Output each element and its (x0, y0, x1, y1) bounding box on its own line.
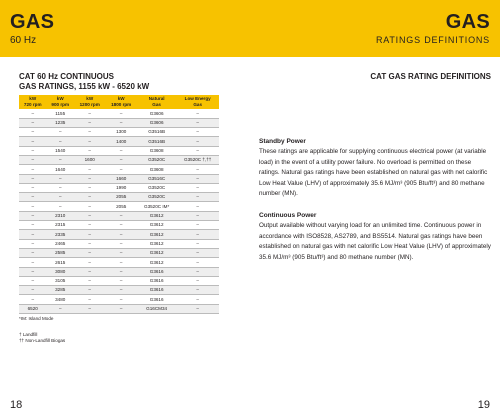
table-cell: – (19, 230, 46, 239)
table-cell: – (105, 109, 136, 118)
table-cell: – (176, 128, 219, 137)
table-cell: 1540 (46, 146, 73, 155)
table-cell: 1300 (105, 128, 136, 137)
table-cell: – (74, 146, 105, 155)
table-cell: – (105, 248, 136, 257)
table-cell: 3480 (46, 295, 73, 304)
table-row (19, 239, 219, 248)
standby-title: Standby Power (259, 138, 306, 145)
table-cell: – (46, 193, 73, 202)
table-row (19, 304, 219, 313)
table-cell: – (19, 286, 46, 295)
table-cell: – (46, 155, 73, 164)
footnote-im: *IM: Island Mode (19, 316, 54, 321)
left-title: GAS (10, 11, 55, 33)
table-cell: 2615 (46, 258, 73, 267)
table-cell: – (19, 118, 46, 127)
table-cell: – (19, 276, 46, 285)
table-row (19, 193, 219, 202)
table-cell: – (176, 239, 219, 248)
table-cell: – (105, 118, 136, 127)
column-header-line: Gas (152, 102, 161, 107)
table-cell: 1660 (105, 174, 136, 183)
table-cell: – (74, 286, 105, 295)
table-cell: G16CM34 (137, 304, 176, 313)
table-cell: G3520C (137, 155, 176, 164)
page-number-left: 18 (10, 399, 23, 411)
table-cell: – (19, 183, 46, 192)
table-cell: – (74, 118, 105, 127)
table-cell: – (105, 239, 136, 248)
table-cell: 1600 (74, 155, 105, 164)
page-number-right: 19 (477, 399, 490, 411)
table-cell: – (46, 174, 73, 183)
table-cell: – (105, 276, 136, 285)
column-header-line: 1200 rpm (79, 102, 100, 107)
table-row (19, 137, 219, 146)
table-cell: 2315 (46, 221, 73, 230)
table-cell: – (74, 239, 105, 248)
table-cell: – (176, 276, 219, 285)
table-cell: – (74, 258, 105, 267)
table-cell: – (176, 230, 219, 239)
table-cell: – (19, 295, 46, 304)
table-cell: – (19, 248, 46, 257)
table-cell: G3616 (137, 295, 176, 304)
table-cell: G3612 (137, 221, 176, 230)
table-cell: – (176, 174, 219, 183)
table-cell: 2055 (105, 193, 136, 202)
left-section-title (19, 72, 149, 92)
table-cell: G3516C (137, 174, 176, 183)
table-cell: – (105, 221, 136, 230)
left-subtitle: 60 Hz (10, 35, 37, 46)
table-cell: – (19, 239, 46, 248)
table-cell: – (176, 193, 219, 202)
table-cell: – (74, 193, 105, 202)
table-cell: – (19, 267, 46, 276)
table-row (19, 118, 219, 127)
table-cell: G3520C (137, 193, 176, 202)
right-subtitle: RATINGS DEFINITIONS (375, 35, 490, 45)
table-cell: G3606 (137, 109, 176, 118)
table-cell: – (19, 165, 46, 174)
table-cell: – (105, 304, 136, 313)
table-cell: – (176, 118, 219, 127)
column-header-line: 1800 rpm (111, 102, 132, 107)
table-row (19, 202, 219, 211)
table-cell: – (176, 165, 219, 174)
table-cell: – (74, 230, 105, 239)
column-header (137, 95, 176, 109)
table-cell: – (74, 165, 105, 174)
table-cell: 2585 (46, 248, 73, 257)
column-header (74, 95, 105, 109)
continuous-text: Output available without varying load for an unlimited time. Continuous power in accordance with ISO8528, AS2789, and BS5514. Natural gas ratings have been established on natural gas with net calorific Low Heat Value (LHV) of approximately 35.6 MJ/m³ (905 Btu/ft³) and 80 methane number (MN). (259, 221, 491, 261)
table-header-row (19, 95, 219, 109)
table-row (19, 128, 219, 137)
table-cell: – (74, 211, 105, 220)
table-cell: G3616 (137, 286, 176, 295)
table-cell: 3285 (46, 286, 73, 295)
table-cell: 3080 (46, 267, 73, 276)
column-header-line: 900 rpm (51, 102, 70, 107)
table-cell: 2055 (105, 202, 136, 211)
table-cell: 2335 (46, 230, 73, 239)
table-cell: G3612 (137, 258, 176, 267)
table-cell: – (176, 211, 219, 220)
table-cell: 1155 (46, 109, 73, 118)
table-cell: – (46, 137, 73, 146)
column-header (105, 95, 136, 109)
definitions (259, 137, 491, 274)
table-cell: 1990 (105, 183, 136, 192)
table-cell: – (105, 230, 136, 239)
column-header-line: kW (56, 96, 64, 101)
table-cell: – (19, 109, 46, 118)
column-header-line: Natural (148, 96, 165, 101)
table-row (19, 276, 219, 285)
table-cell: G3516B (137, 137, 176, 146)
table-cell: – (105, 165, 136, 174)
table-cell: – (74, 276, 105, 285)
table-cell: G3612 (137, 230, 176, 239)
table-cell: – (105, 295, 136, 304)
table-row (19, 155, 219, 164)
table-cell: 2465 (46, 239, 73, 248)
table-cell: G3612 (137, 248, 176, 257)
column-header-line: 720 rpm (23, 102, 42, 107)
table-cell: – (176, 267, 219, 276)
column-header (176, 95, 219, 109)
table-body (19, 109, 219, 314)
table-row (19, 230, 219, 239)
table-row (19, 248, 219, 257)
table-cell: G3616 (137, 267, 176, 276)
column-header (46, 95, 73, 109)
table-cell: – (105, 146, 136, 155)
table-cell: – (19, 211, 46, 220)
table-row (19, 174, 219, 183)
table-cell: G3612 (137, 239, 176, 248)
table-cell: – (74, 221, 105, 230)
table-row (19, 165, 219, 174)
table-cell: G3608 (137, 165, 176, 174)
table-cell: – (105, 267, 136, 276)
footnote-landfill: † Landfill (19, 332, 38, 337)
table-cell: – (19, 202, 46, 211)
table-cell: – (46, 128, 73, 137)
table-cell: – (74, 137, 105, 146)
table-cell: G3616 (137, 276, 176, 285)
left-section-line2: GAS RATINGS, 1155 kW - 6520 kW (19, 82, 150, 91)
table-cell: – (46, 183, 73, 192)
column-header-line: kW (29, 96, 37, 101)
table-row (19, 146, 219, 155)
table-row (19, 258, 219, 267)
table-cell: 6520 (19, 304, 46, 313)
table-cell: – (19, 174, 46, 183)
left-header (10, 12, 54, 47)
table-cell: – (176, 304, 219, 313)
table-row (19, 211, 219, 220)
table-cell: – (176, 248, 219, 257)
table-cell: – (74, 267, 105, 276)
right-title: GAS (445, 11, 490, 33)
table-cell: G3520C IM* (137, 202, 176, 211)
table-cell: – (19, 258, 46, 267)
table-cell: – (19, 128, 46, 137)
table-cell: – (19, 193, 46, 202)
table-cell: – (74, 202, 105, 211)
table-cell: 1640 (46, 165, 73, 174)
table-row (19, 183, 219, 192)
table-cell: – (74, 109, 105, 118)
table-cell: – (105, 286, 136, 295)
table-cell: – (176, 258, 219, 267)
table-cell: – (105, 258, 136, 267)
table-cell: – (74, 183, 105, 192)
ratings-table (19, 95, 219, 314)
table-cell: – (74, 304, 105, 313)
table-cell: – (176, 286, 219, 295)
table-cell: – (46, 304, 73, 313)
table-cell: – (176, 183, 219, 192)
continuous-title: Continuous Power (259, 211, 317, 219)
table-cell: G3520C †,†† (176, 155, 219, 164)
table-cell: – (19, 146, 46, 155)
table-cell: G3520C (137, 183, 176, 192)
table-cell: – (74, 248, 105, 257)
right-section-title: CAT GAS RATING DEFINITIONS (370, 72, 491, 81)
table-cell: – (176, 109, 219, 118)
right-header (376, 12, 490, 47)
table-cell: 3105 (46, 276, 73, 285)
table-cell: 1235 (46, 118, 73, 127)
table-cell: – (74, 295, 105, 304)
table-cell: 2310 (46, 211, 73, 220)
table-cell: 1400 (105, 137, 136, 146)
table-cell: – (19, 155, 46, 164)
column-header-line: Low Energy (184, 96, 211, 101)
table-cell: – (19, 137, 46, 146)
standby-text: These ratings are applicable for supplying continuous electrical power (at variable load) in the event of a utility power failure. No overload is permitted on these ratings. Natural gas ratings have been established on natural gas with net calorific Low Heat Value (LHV) of approximately 35.6 MJ/m³ (905 Btu/ft³) and 80 methane number (MN). (259, 148, 488, 198)
table-cell: – (176, 202, 219, 211)
table-row (19, 286, 219, 295)
table-cell: G3612 (137, 211, 176, 220)
column-header-line: Gas (193, 102, 203, 107)
header-band (0, 0, 500, 57)
table-cell: – (176, 137, 219, 146)
footnote-non-landfill: †† Non-Landfill Biogas (19, 338, 66, 343)
table-cell: G3516B (137, 128, 176, 137)
table-cell: – (105, 211, 136, 220)
table-row (19, 267, 219, 276)
table-cell: – (105, 155, 136, 164)
table-row (19, 221, 219, 230)
table-row (19, 295, 219, 304)
column-header (19, 95, 46, 109)
table-cell: – (74, 128, 105, 137)
table-cell: – (176, 146, 219, 155)
table-cell: G3606 (137, 118, 176, 127)
table-cell: G3608 (137, 146, 176, 155)
table-cell: – (19, 221, 46, 230)
table-cell: – (74, 174, 105, 183)
table-cell: – (46, 202, 73, 211)
table-cell: – (176, 295, 219, 304)
table-row (19, 109, 219, 118)
column-header-line: kW (117, 96, 125, 101)
column-header-line: kW (86, 96, 94, 101)
left-section-line1: CAT 60 Hz CONTINUOUS (19, 72, 114, 81)
table-cell: – (176, 221, 219, 230)
